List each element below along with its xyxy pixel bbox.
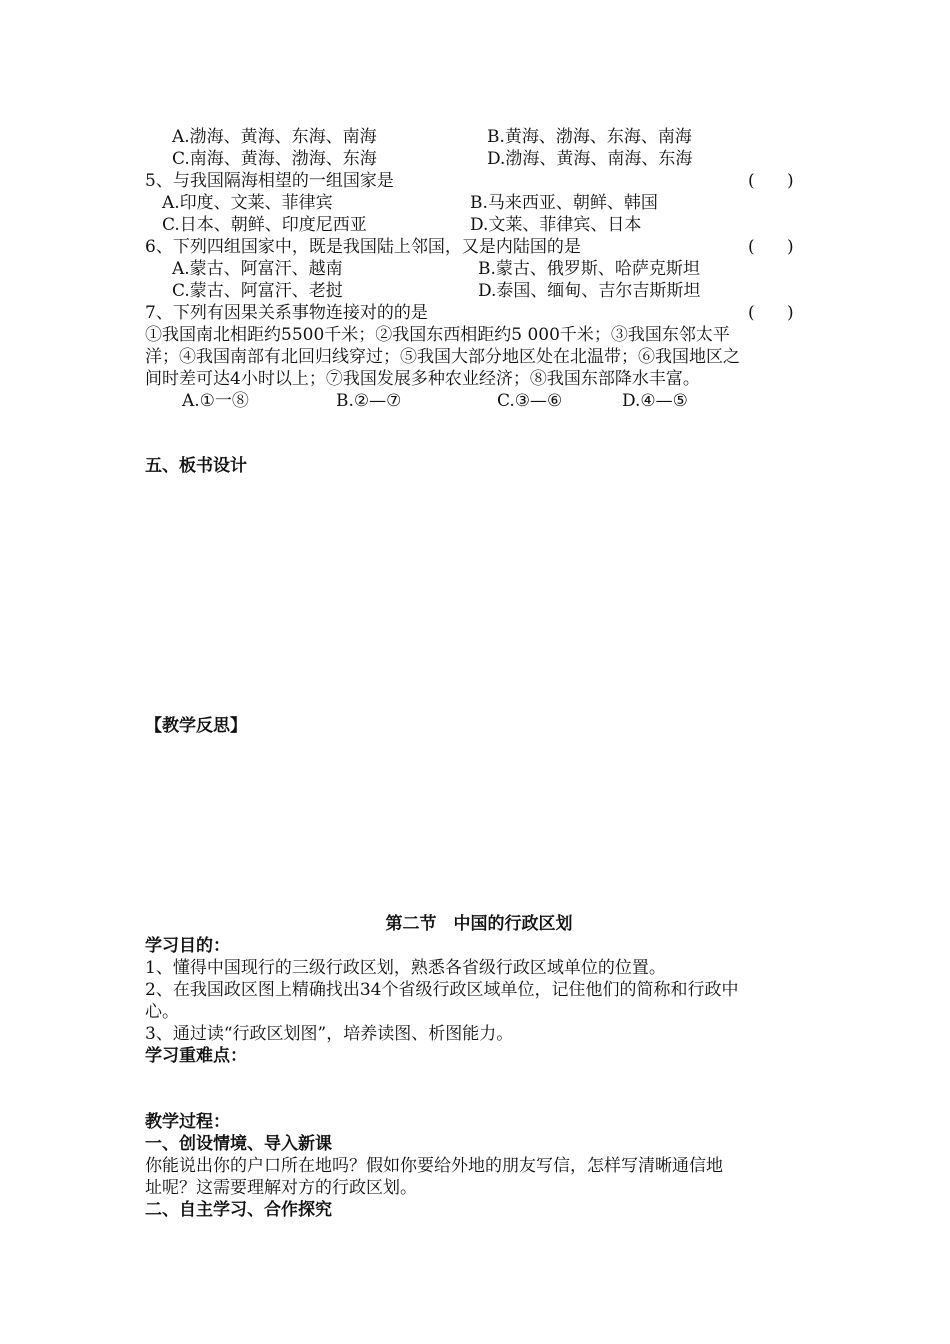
q7-option-d: D.④—⑤ xyxy=(622,391,688,411)
q4-option-d: D.渤海、黄海、南海、东海 xyxy=(487,149,693,169)
section-title: 第二节 中国的行政区划 xyxy=(385,914,573,934)
board-design-heading: 五、板书设计 xyxy=(145,456,247,476)
process-step-heading: 二、自主学习、合作探究 xyxy=(145,1200,332,1220)
q7-option-a: A.①一⑧ xyxy=(182,391,249,411)
process-label: 教学过程： xyxy=(145,1112,230,1132)
q7-answer-parens: ( ) xyxy=(748,303,794,323)
q6-option-d: D.泰国、缅甸、吉尔吉斯斯坦 xyxy=(478,281,701,301)
q5-option-d: D.文莱、菲律宾、日本 xyxy=(470,215,642,235)
key-points-label: 学习重难点： xyxy=(145,1046,247,1066)
q7-option-c: C.③—⑥ xyxy=(497,391,563,411)
objective-item-continued: 心。 xyxy=(145,1002,179,1022)
q5-option-b: B.马来西亚、朝鲜、韩国 xyxy=(470,193,658,213)
q6-option-b: B.蒙古、俄罗斯、哈萨克斯坦 xyxy=(478,259,700,279)
q6-stem: 6、下列四组国家中，既是我国陆上邻国，又是内陆国的是 xyxy=(145,237,581,257)
objective-item: 3、通过读“行政区划图”，培养读图、析图能力。 xyxy=(145,1024,514,1044)
q5-option-c: C.日本、朝鲜、印度尼西亚 xyxy=(162,215,367,235)
q5-option-a: A.印度、文莱、菲律宾 xyxy=(162,193,333,213)
q5-stem: 5、与我国隔海相望的一组国家是 xyxy=(145,171,394,191)
q7-option-b: B.②—⑦ xyxy=(336,391,402,411)
teaching-reflection-heading: 【教学反思】 xyxy=(145,716,247,736)
q4-option-c: C.南海、黄海、渤海、东海 xyxy=(172,149,377,169)
q4-option-b: B.黄海、渤海、东海、南海 xyxy=(487,127,692,147)
intro-paragraph-line: 你能说出你的户口所在地吗？假如你要给外地的朋友写信，怎样写清晰通信地 xyxy=(145,1156,723,1176)
process-step-heading: 一、创设情境、导入新课 xyxy=(145,1134,332,1154)
objectives-label: 学习目的： xyxy=(145,936,230,956)
q4-option-a: A.渤海、黄海、东海、南海 xyxy=(172,127,377,147)
q6-answer-parens: ( ) xyxy=(748,237,794,257)
q6-option-c: C.蒙古、阿富汗、老挝 xyxy=(172,281,343,301)
intro-paragraph-line: 址呢？这需要理解对方的行政区划。 xyxy=(145,1178,417,1198)
q5-answer-parens: ( ) xyxy=(748,171,794,191)
q7-stem: 7、下列有因果关系事物连接对的的是 xyxy=(145,303,428,323)
q7-statement-line: ①我国南北相距约5500千米；②我国东西相距约5 000千米；③我国东邻太平 xyxy=(145,325,730,345)
objective-item: 2、在我国政区图上精确找出34个省级行政区域单位，记住他们的简称和行政中 xyxy=(145,980,739,1000)
objective-item: 1、懂得中国现行的三级行政区划，熟悉各省级行政区域单位的位置。 xyxy=(145,958,666,978)
q7-statement-line: 间时差可达4小时以上；⑦我国发展多种农业经济；⑧我国东部降水丰富。 xyxy=(145,369,700,389)
q6-option-a: A.蒙古、阿富汗、越南 xyxy=(172,259,343,279)
q7-statement-line: 洋；④我国南部有北回归线穿过；⑤我国大部分地区处在北温带；⑥我国地区之 xyxy=(145,347,740,367)
